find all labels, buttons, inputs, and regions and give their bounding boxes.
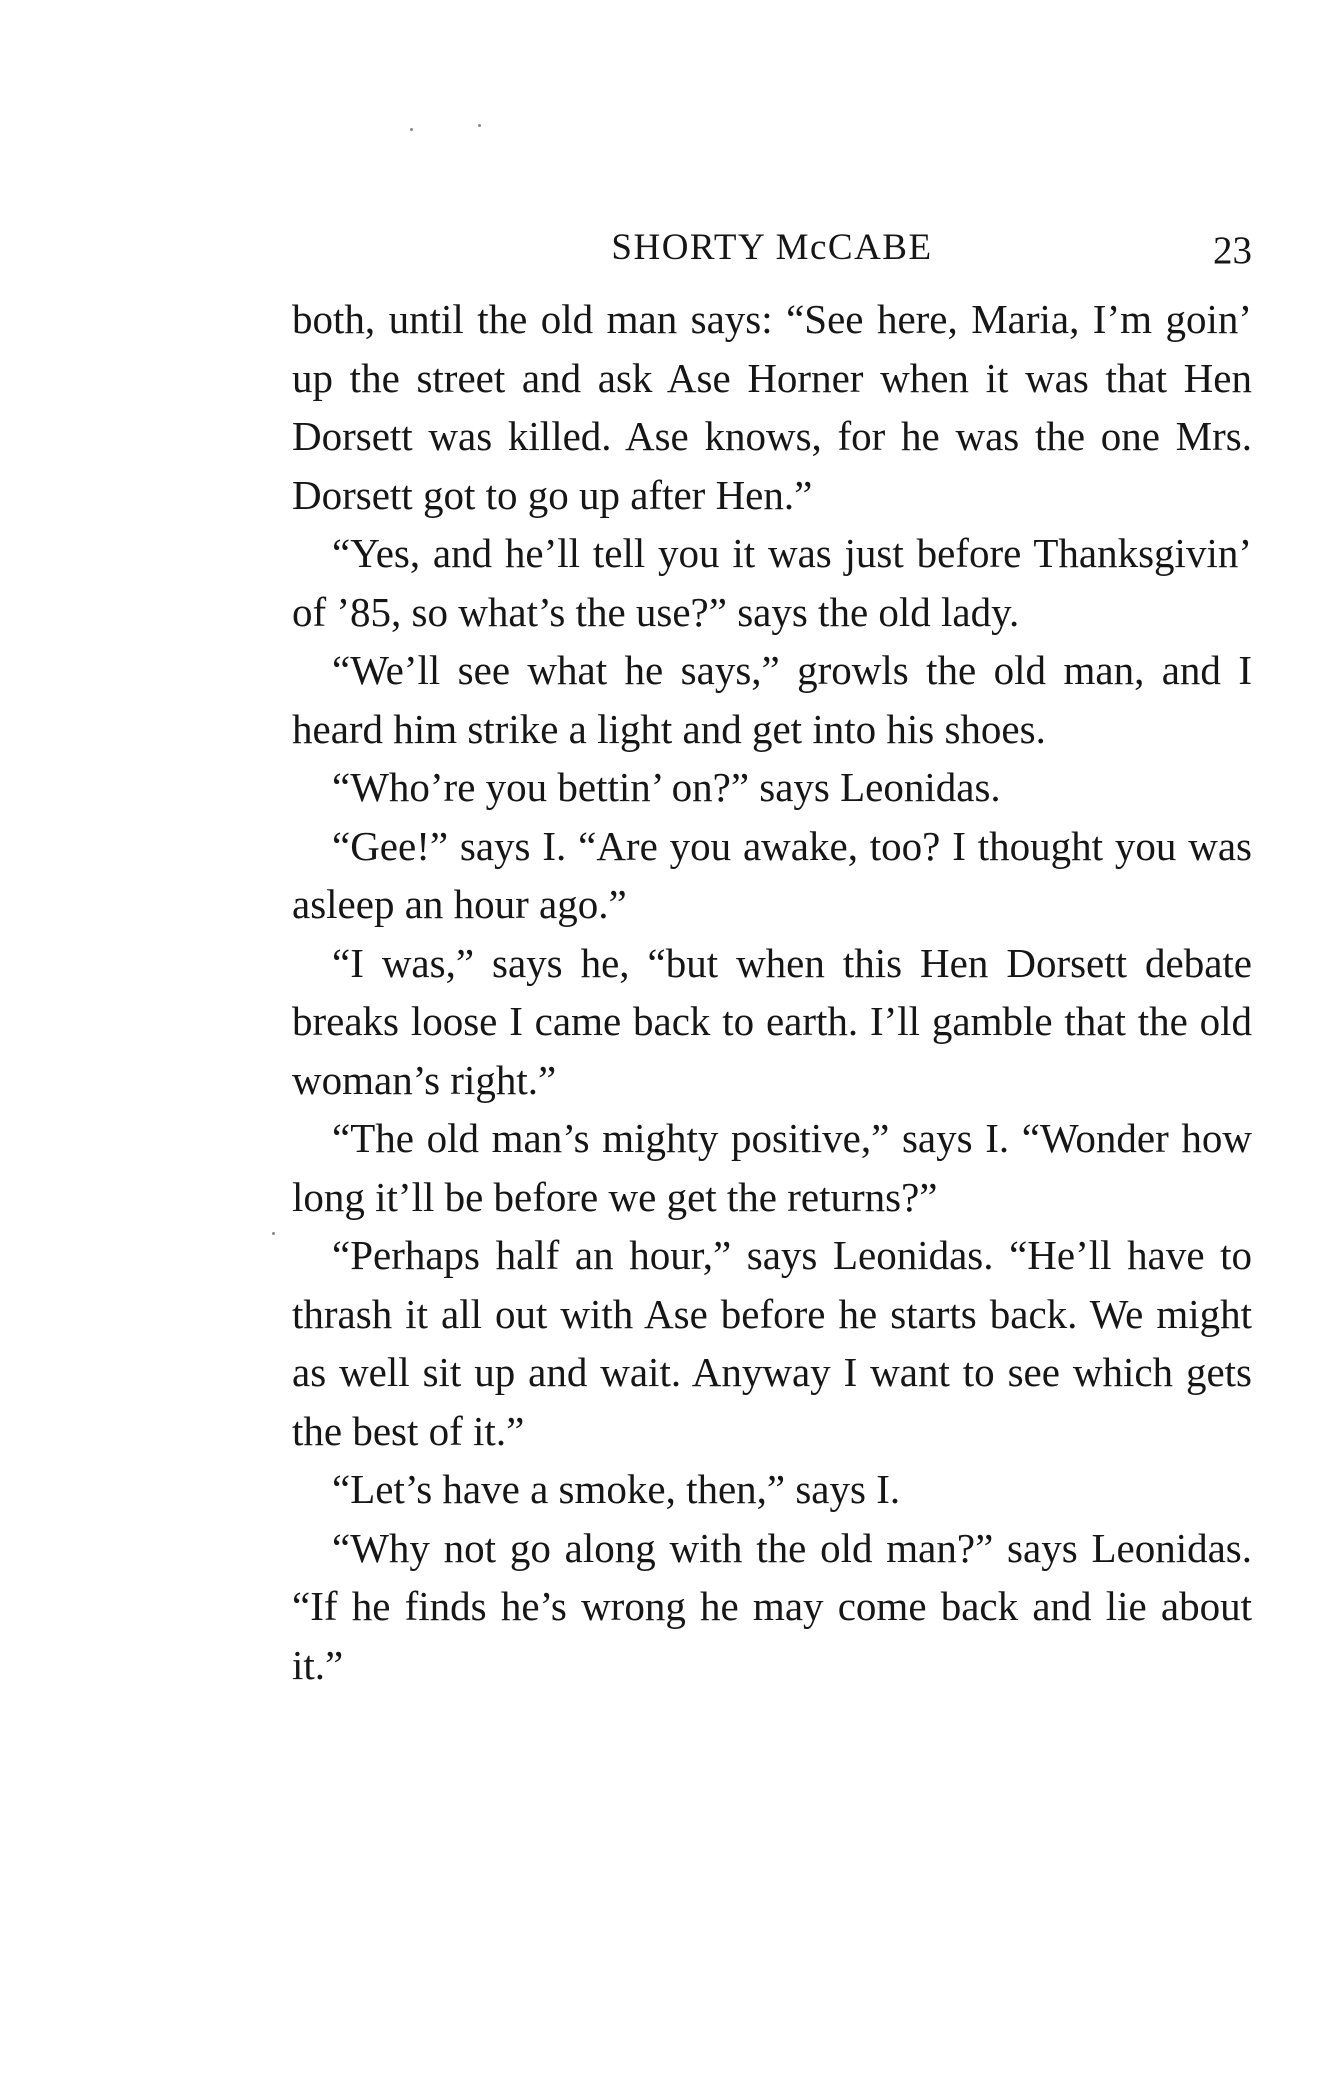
- print-speck: [410, 128, 413, 131]
- paragraph: “We’ll see what he says,” growls the old man, and I heard him strike a light and get into his shoes.: [292, 647, 1252, 752]
- paragraph: “Perhaps half an hour,” says Leonidas. “He’ll have to thrash it all out with Ase before he starts back. We might as well sit up and wait. Anyway I want to see which gets the best of it.”: [292, 1232, 1252, 1454]
- running-head: [292, 226, 1252, 276]
- paragraph: both, until the old man says: “See here, Maria, I’m goin’ up the street and ask Ase Horner when it was that Hen Dorsett was killed. Ase knows, for he was the one Mrs. Dorsett got to go up after Hen.”: [292, 296, 1252, 518]
- paragraph: “Why not go along with the old man?” says Leonidas. “If he finds he’s wrong he may come back and lie about it.”: [292, 1524, 1252, 1688]
- body-text: [292, 290, 1252, 1694]
- paragraph: “I was,” says he, “but when this Hen Dorsett debate breaks loose I came back to earth. I’ll gamble that the old woman’s right.”: [292, 939, 1252, 1103]
- paragraph: “Yes, and he’ll tell you it was just before Thanksgivin’ of ’85, so what’s the use?” says the old lady.: [292, 530, 1252, 635]
- running-title: SHORTY McCABE: [611, 227, 933, 268]
- paragraph: “The old man’s mighty positive,” says I. “Wonder how long it’ll be before we get the returns?”: [292, 1115, 1252, 1220]
- paragraph: “Let’s have a smoke, then,” says I.: [332, 1466, 901, 1512]
- print-speck: [478, 124, 481, 127]
- paragraph: “Gee!” says I. “Are you awake, too? I thought you was asleep an hour ago.”: [292, 822, 1252, 927]
- paragraph: “Who’re you bettin’ on?” says Leonidas.: [332, 764, 1001, 810]
- page-number: 23: [1213, 229, 1252, 272]
- print-speck: [272, 1232, 275, 1235]
